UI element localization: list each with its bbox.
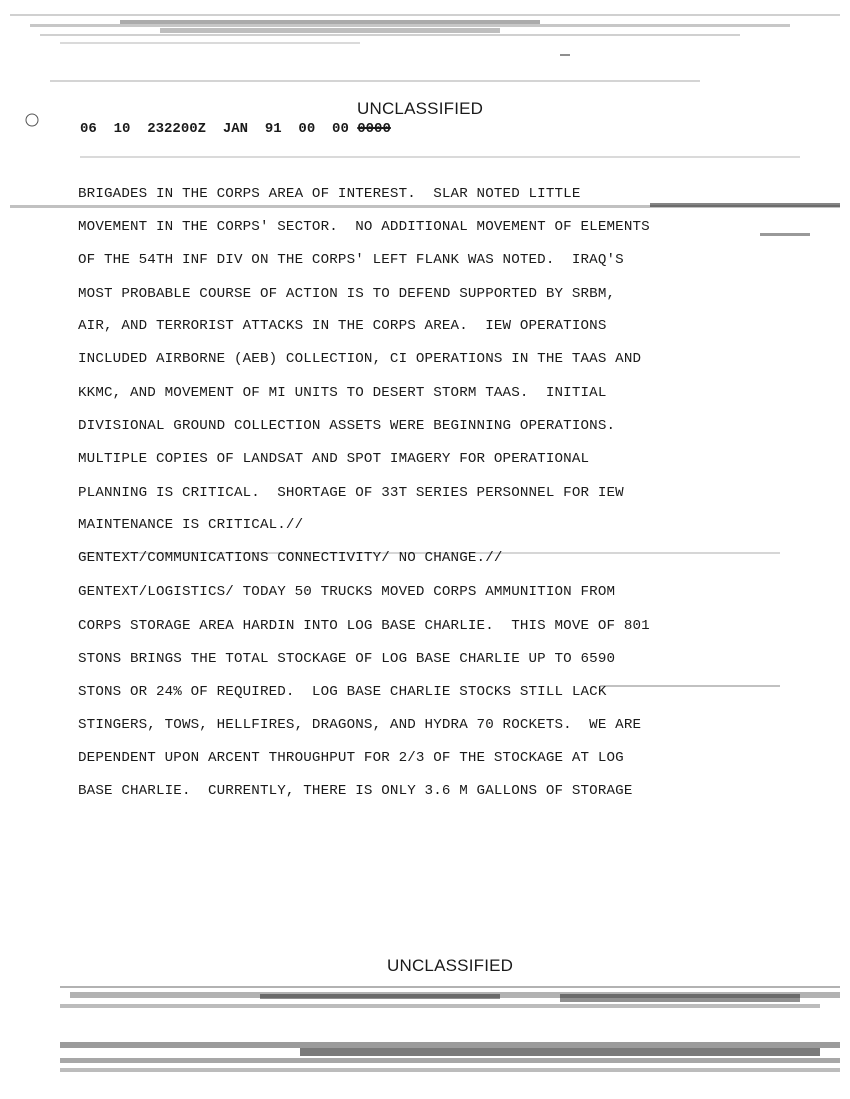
body-line: STONS OR 24% OF REQUIRED. LOG BASE CHARLIE STOCKS STILL LACK <box>78 684 607 700</box>
body-line: GENTEXT/LOGISTICS/ TODAY 50 TRUCKS MOVED CORPS AMMUNITION FROM <box>78 584 616 600</box>
body-line: MOST PROBABLE COURSE OF ACTION IS TO DEFEND SUPPORTED BY SRBM, <box>78 286 616 302</box>
body-line: INCLUDED AIRBORNE (AEB) COLLECTION, CI OPERATIONS IN THE TAAS AND <box>78 351 642 367</box>
scan-noise-bottom <box>0 980 850 1099</box>
struck-classification: 0000 <box>357 121 391 137</box>
body-line: BRIGADES IN THE CORPS AREA OF INTEREST. SLAR NOTED LITTLE <box>78 186 581 202</box>
body-line: GENTEXT/COMMUNICATIONS CONNECTIVITY/ NO CHANGE.// <box>78 550 503 566</box>
body-line: CORPS STORAGE AREA HARDIN INTO LOG BASE CHARLIE. THIS MOVE OF 801 <box>78 618 650 634</box>
body-line: KKMC, AND MOVEMENT OF MI UNITS TO DESERT STORM TAAS. INITIAL <box>78 385 607 401</box>
classification-banner-bottom: UNCLASSIFIED <box>387 956 514 975</box>
body-line: MAINTENANCE IS CRITICAL.// <box>78 517 304 533</box>
body-line: BASE CHARLIE. CURRENTLY, THERE IS ONLY 3.6 M GALLONS OF STORAGE <box>78 783 633 799</box>
body-line: DEPENDENT UPON ARCENT THROUGHPUT FOR 2/3 OF THE STOCKAGE AT LOG <box>78 750 624 766</box>
classification-banner-top: UNCLASSIFIED <box>357 99 484 118</box>
scan-noise-top <box>0 0 850 70</box>
body-line: AIR, AND TERRORIST ATTACKS IN THE CORPS AREA. IEW OPERATIONS <box>78 318 607 334</box>
body-line: STINGERS, TOWS, HELLFIRES, DRAGONS, AND HYDRA 70 ROCKETS. WE ARE <box>78 717 642 733</box>
body-line: MULTIPLE COPIES OF LANDSAT AND SPOT IMAGERY FOR OPERATIONAL <box>78 451 590 467</box>
dtg-text: 06 10 232200Z JAN 91 00 00 <box>80 121 349 137</box>
body-line: DIVISIONAL GROUND COLLECTION ASSETS WERE BEGINNING OPERATIONS. <box>78 418 616 434</box>
body-line: PLANNING IS CRITICAL. SHORTAGE OF 33T SERIES PERSONNEL FOR IEW <box>78 485 624 501</box>
body-line: OF THE 54TH INF DIV ON THE CORPS' LEFT FLANK WAS NOTED. IRAQ'S <box>78 252 624 268</box>
body-line: STONS BRINGS THE TOTAL STOCKAGE OF LOG BASE CHARLIE UP TO 6590 <box>78 651 616 667</box>
body-line: MOVEMENT IN THE CORPS' SECTOR. NO ADDITIONAL MOVEMENT OF ELEMENTS <box>78 219 650 235</box>
message-dtg-header <box>80 121 391 137</box>
